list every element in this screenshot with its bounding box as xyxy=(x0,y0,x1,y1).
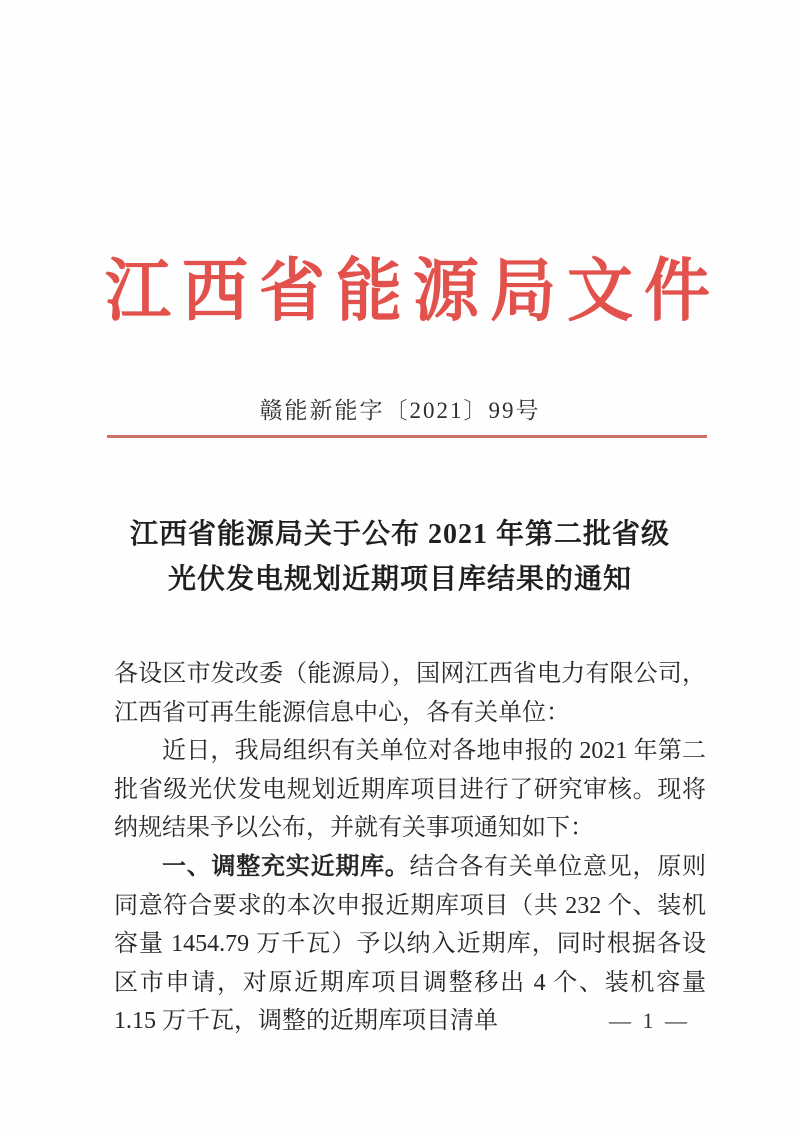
agency-title-char: 文 xyxy=(567,253,633,330)
agency-title xyxy=(105,255,710,330)
document-number: 赣能新能字〔2021〕99号 xyxy=(259,398,541,423)
agency-title-char: 省 xyxy=(259,253,325,330)
document-title-line1: 江西省能源局关于公布 2021 年第二批省级 xyxy=(129,519,670,550)
agency-title-char: 局 xyxy=(490,253,556,330)
agency-title-char: 源 xyxy=(413,253,479,330)
document-title xyxy=(0,512,800,602)
letterhead-divider-line xyxy=(107,435,707,438)
agency-title-char: 西 xyxy=(182,253,248,330)
document-title-line2: 光伏发电规划近期项目库结果的通知 xyxy=(167,564,632,595)
section-1-text: 结合各有关单位意见，原则同意符合要求的本次申报近期库项目（共 232 个、装机容量 1454.79 万千瓦）予以纳入近期库，同时根据各设区市申请，对原近期库项目调整移出 4 个、装机容量 1.15 万千瓦，调整的近期库项目清单 xyxy=(114,853,707,1035)
agency-title-char: 江 xyxy=(105,253,171,330)
document-body xyxy=(114,655,706,1041)
recipients-paragraph: 各设区市发改委（能源局），国网江西省电力有限公司，江西省可再生能源信息中心，各有关单位： xyxy=(114,661,706,726)
section-1-heading: 一、调整充实近期库。 xyxy=(162,853,410,880)
agency-title-char: 能 xyxy=(336,253,402,330)
intro-paragraph: 近日，我局组织有关单位对各地申报的 2021 年第二批省级光伏发电规划近期库项目进行了研究审核。现将纳规结果予以公布，并就有关事项通知如下： xyxy=(114,738,706,842)
page-number: — 1 — xyxy=(609,1008,690,1033)
agency-title-char: 件 xyxy=(644,253,710,330)
